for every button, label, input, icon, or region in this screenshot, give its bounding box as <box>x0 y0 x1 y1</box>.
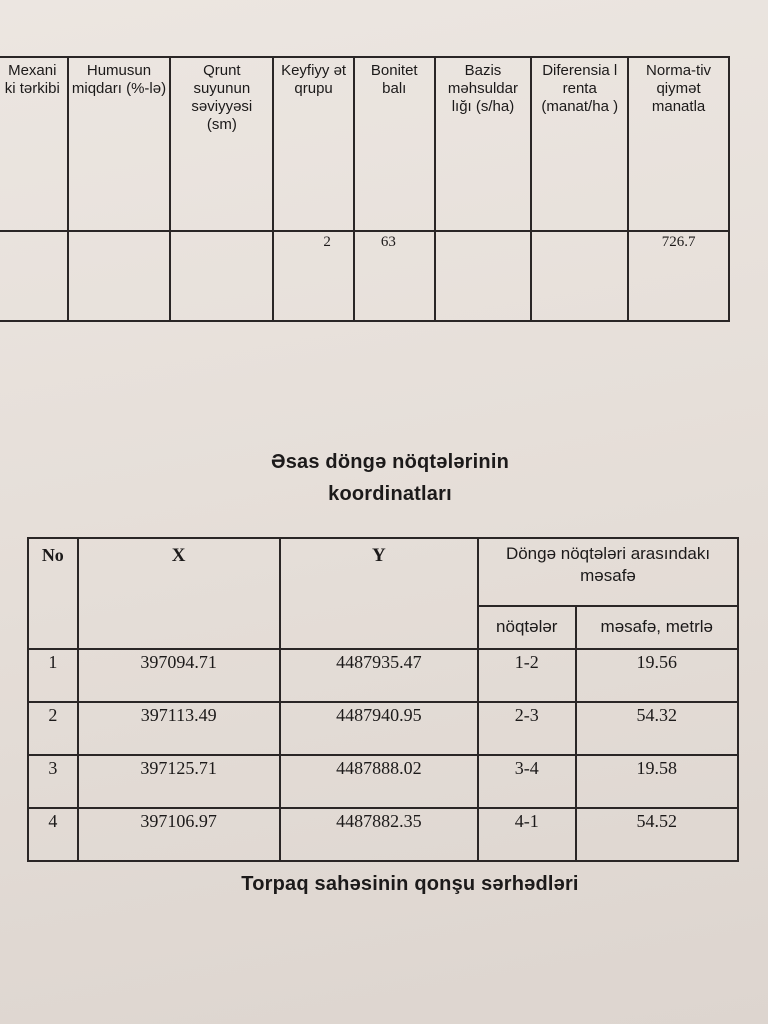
cell-distance: 54.52 <box>576 808 739 861</box>
header-x: X <box>78 538 280 649</box>
cell-no: 4 <box>28 808 78 861</box>
header-distance-meters: məsafə, metrlə <box>576 606 739 649</box>
cell-no: 1 <box>28 649 78 702</box>
cell-no: 2 <box>28 702 78 755</box>
cell-x: 397106.97 <box>78 808 280 861</box>
coordinates-heading-line1: Əsas döngə nöqtələrinin <box>270 451 510 473</box>
cell-y: 4487882.35 <box>280 808 478 861</box>
header-differential-rent: Diferensia l renta (manat/ha ) <box>531 57 628 231</box>
cell-base-yield <box>435 231 532 321</box>
header-distance-group: Döngə nöqtələri arasındakı məsafə <box>478 538 738 606</box>
cell-distance: 19.56 <box>576 649 739 702</box>
header-mechanical-composition: Mexani ki tərkibi <box>0 57 68 231</box>
header-quality-group: Keyfiyy ət qrupu <box>273 57 354 231</box>
header-humus-content: Humusun miqdarı (%-lə) <box>68 57 171 231</box>
cell-points: 2-3 <box>478 702 575 755</box>
cell-points: 4-1 <box>478 808 575 861</box>
coordinates-table <box>27 537 739 862</box>
cell-bonitet-score: 63 <box>354 231 435 321</box>
cell-normative-price: 726.7 <box>628 231 729 321</box>
cell-mechanical-composition <box>0 231 68 321</box>
cell-y: 4487940.95 <box>280 702 478 755</box>
table-row <box>28 649 738 702</box>
coords-header-row <box>28 538 738 606</box>
header-y: Y <box>280 538 478 649</box>
soil-characteristics-table <box>0 56 730 322</box>
cell-humus-content <box>68 231 171 321</box>
cell-quality-group: 2 <box>273 231 354 321</box>
header-normative-price: Norma-tiv qiymət manatla <box>628 57 729 231</box>
cell-x: 397094.71 <box>78 649 280 702</box>
cell-no: 3 <box>28 755 78 808</box>
cell-y: 4487935.47 <box>280 649 478 702</box>
cell-differential-rent <box>531 231 628 321</box>
table-row <box>0 231 729 321</box>
header-groundwater-level: Qrunt suyunun səviyyəsi (sm) <box>170 57 273 231</box>
cell-x: 397113.49 <box>78 702 280 755</box>
cell-y: 4487888.02 <box>280 755 478 808</box>
header-base-yield: Bazis məhsuldar lığı (s/ha) <box>435 57 532 231</box>
cell-distance: 54.32 <box>576 702 739 755</box>
cell-points: 1-2 <box>478 649 575 702</box>
cell-points: 3-4 <box>478 755 575 808</box>
table-row <box>28 808 738 861</box>
soil-table-header-row <box>0 57 729 231</box>
header-no: No <box>28 538 78 649</box>
table-row <box>28 702 738 755</box>
table-row <box>28 755 738 808</box>
cell-groundwater-level <box>170 231 273 321</box>
cell-distance: 19.58 <box>576 755 739 808</box>
header-points: nöqtələr <box>478 606 575 649</box>
cell-x: 397125.71 <box>78 755 280 808</box>
coordinates-heading <box>210 446 570 510</box>
header-bonitet-score: Bonitet balı <box>354 57 435 231</box>
coordinates-heading-line2: koordinatları <box>328 483 452 505</box>
neighbor-boundaries-heading: Torpaq sahəsinin qonşu sərhədləri <box>241 873 579 895</box>
